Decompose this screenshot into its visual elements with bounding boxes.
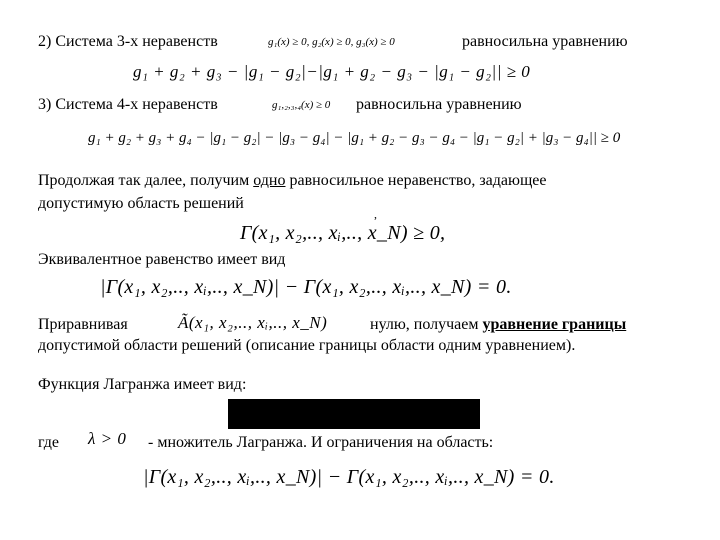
equation-3-inequalities: g₁ + g₂ + g₃ − |g₁ − g₂|−|g₁ + g₂ − g₃ − |g₁ − g₂|| ≥ 0	[133, 62, 531, 81]
system-3-label: 2) Система 3-х неравенств	[38, 33, 218, 50]
boundary-equation-line-1: нулю, получаем уравнение границы	[370, 316, 627, 333]
lagrange-function-text: Функция Лагранжа имеет вид:	[38, 376, 247, 393]
emphasis-one: одно	[253, 172, 286, 189]
equating-word: Приравнивая	[38, 316, 128, 333]
a-tilde-function: Ã(x₁, x₂,.., xᵢ,.., x_N)	[178, 313, 328, 332]
equivalent-equality-text: Эквивалентное равенство имеет вид	[38, 251, 286, 268]
continuation-line-2: допустимую область решений	[38, 195, 244, 212]
system-3-equivalence-text: равносильна уравнению	[462, 33, 628, 50]
gamma-inequality: Г(x₁, x₂,.., xᵢ,.., x_N) ≥ 0,	[240, 222, 446, 244]
boundary-equation-term: уравнение границы	[482, 316, 627, 333]
boundary-equation-line-2: допустимой области решений (описание границы области одним уравнением).	[38, 337, 576, 354]
constraint-equation: |Г(x₁, x₂,.., xᵢ,.., x_N)| − Г(x₁, x₂,.., xᵢ,.., x_N) = 0.	[143, 466, 555, 488]
gamma-equality: |Г(x₁, x₂,.., xᵢ,.., x_N)| − Г(x₁, x₂,.., xᵢ,.., x_N) = 0.	[100, 276, 512, 298]
lambda-condition: λ > 0	[88, 429, 127, 448]
system-4-label: 3) Система 4-х неравенств	[38, 96, 218, 113]
equation-4-inequalities: g₁ + g₂ + g₃ + g₄ − |g₁ − g₂| − |g₃ − g₄| − |g₁ + g₂ − g₃ − g₄ − |g₁ − g₂| + |g₃ − g₄|| ≥ 0	[88, 130, 621, 146]
system-3-inequalities: g₁(x) ≥ 0, g₂(x) ≥ 0, g₃(x) ≥ 0	[268, 36, 395, 48]
stray-comma: ,	[374, 207, 377, 221]
system-4-inequality: g₁,₂,₃,₄(x) ≥ 0	[272, 99, 331, 111]
continuation-line-1: Продолжая так далее, получим одно равносильное неравенство, задающее	[38, 172, 547, 189]
system-4-equivalence-text: равносильна уравнению	[356, 96, 522, 113]
lagrange-multiplier-text: - множитель Лагранжа. И ограничения на область:	[148, 434, 494, 451]
where-word: где	[38, 434, 60, 451]
lagrange-function-formula-redacted	[228, 399, 480, 429]
